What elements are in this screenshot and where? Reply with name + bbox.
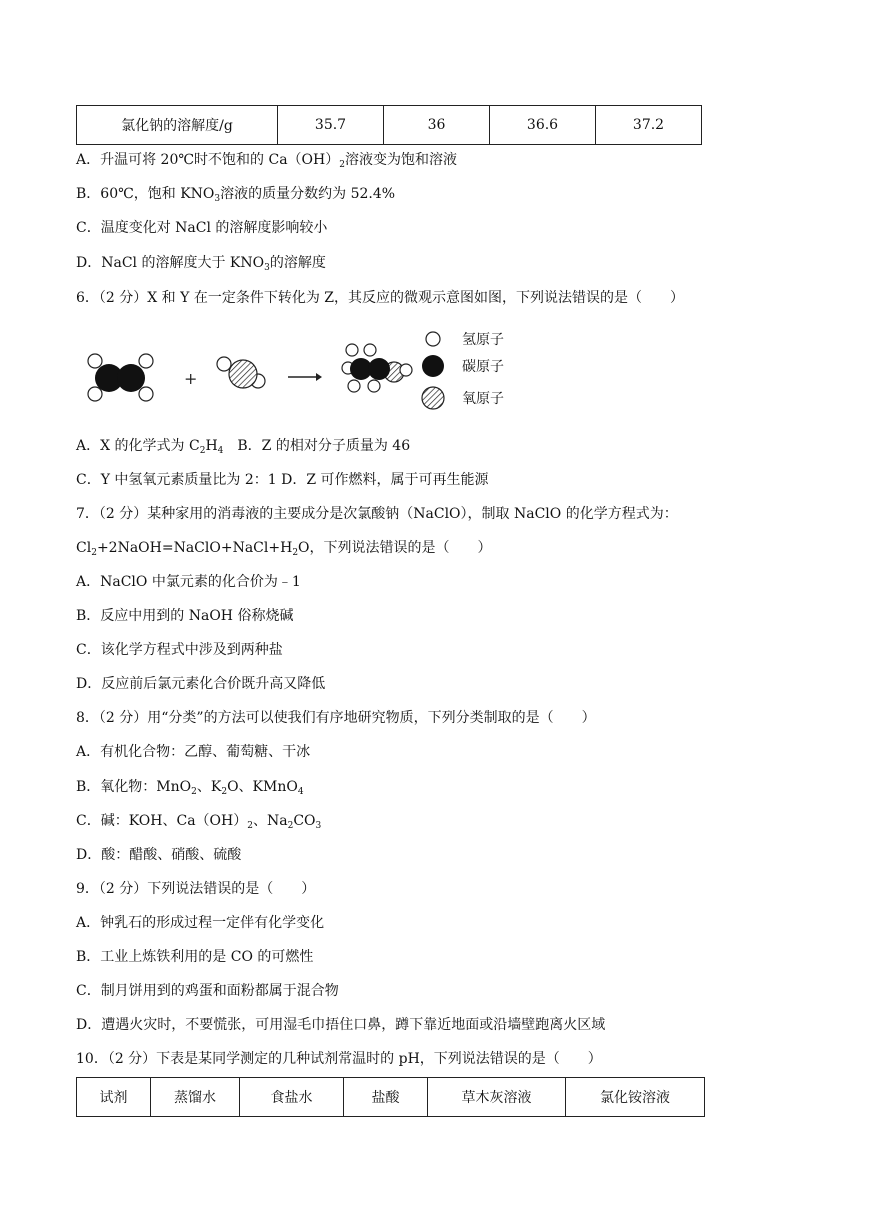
legend-carbon: 碳原子 (462, 359, 504, 375)
q8-option-c: C．碱：KOH、$Ca(OH)_2$、$Na_2CO_3$ (76, 813, 322, 831)
q6-option-ab: A．X 的化学式为 $C_2H_4$ B．Z 的相对分子质量为 46 (76, 438, 411, 456)
ph-table (76, 1077, 705, 1117)
table-header: 氯化铵溶液 (566, 1078, 705, 1117)
q10-stem: 10．（2 分）下表是某同学测定的几种试剂常温时的 pH，下列说法错误的是（ ） (76, 1051, 602, 1067)
q5-option-d: D．NaCl 的溶解度大于 $KNO_3$的溶解度 (76, 255, 326, 273)
q6-option-cd: C．Y 中氢氧元素质量比为 2：1 D．Z 可作燃料，属于可再生能源 (76, 472, 489, 488)
q6-stem: 6．（2 分）X 和 Y 在一定条件下转化为 Z，其反应的微观示意图如图，下列说法错误的是（ ） (76, 290, 684, 306)
q8-option-a: A．有机化合物：乙醇、葡萄糖、干冰 (76, 744, 311, 760)
oxygen-atom-icon (422, 387, 444, 409)
plus-sign: + (184, 369, 198, 388)
molecule-x (88, 354, 153, 401)
table-header: 盐酸 (344, 1078, 428, 1117)
solubility-table (76, 105, 702, 145)
table-header: 草木灰溶液 (428, 1078, 566, 1117)
legend-oxygen: 氧原子 (462, 391, 504, 407)
q7-option-d: D．反应前后氯元素化合价既升高又降低 (76, 676, 326, 692)
table-header: 食盐水 (240, 1078, 344, 1117)
q7-option-c: C．该化学方程式中涉及到两种盐 (76, 642, 283, 658)
table-row (77, 1078, 705, 1117)
molecule-z (342, 344, 412, 392)
q5-option-b: B．60℃，饱和 $KNO_3$溶液的质量分数约为 52.4% (76, 186, 396, 204)
q8-option-b: B．氧化物：MnO$_2$、$K_2O$、KMnO$_4$ (76, 779, 304, 797)
hydrogen-atom-icon (426, 332, 440, 346)
q7-option-a: A．NaClO 中氯元素的化合价为﹣1 (76, 574, 301, 590)
q5-option-a: A．升温可将 20℃时不饱和的 $Ca(OH)_2$溶液变为饱和溶液 (76, 152, 457, 170)
legend-hydrogen: 氢原子 (462, 332, 504, 348)
carbon-atom-icon (422, 355, 444, 377)
legend (422, 332, 504, 409)
q8-stem: 8．（2 分）用“分类”的方法可以使我们有序地研究物质，下列分类制取的是（ ） (76, 710, 596, 726)
q9-option-c: C．制月饼用到的鸡蛋和面粉都属于混合物 (76, 983, 339, 999)
q5-option-c: C．温度变化对 NaCl 的溶解度影响较小 (76, 220, 328, 236)
q7-stem-line1: 7．（2 分）某种家用的消毒液的主要成分是次氯酸钠（NaClO），制取 NaClO 的化学方程式为： (76, 506, 678, 522)
reaction-arrow (288, 373, 322, 381)
molecule-y (217, 357, 265, 388)
q7-option-b: B．反应中用到的 NaOH 俗称烧碱 (76, 608, 294, 624)
reaction-diagram (76, 322, 536, 416)
table-cell-label: 氯化钠的溶解度/g (77, 106, 278, 145)
table-cell: 35.7 (278, 106, 384, 145)
table-cell: 36.6 (490, 106, 596, 145)
table-cell: 36 (384, 106, 490, 145)
table-header: 蒸馏水 (151, 1078, 240, 1117)
table-row (77, 106, 702, 145)
q9-stem: 9．（2 分）下列说法错误的是（ ） (76, 881, 316, 897)
table-header: 试剂 (77, 1078, 151, 1117)
q9-option-b: B．工业上炼铁利用的是 CO 的可燃性 (76, 949, 314, 965)
q8-option-d: D．酸：醋酸、硝酸、硫酸 (76, 847, 242, 863)
q9-option-a: A．钟乳石的形成过程一定伴有化学变化 (76, 915, 325, 931)
q9-option-d: D．遭遇火灾时，不要慌张，可用湿毛巾捂住口鼻，蹲下靠近地面或沿墙壁跑离火区域 (76, 1017, 606, 1033)
q7-stem-line2: $Cl_2+2NaOH=NaClO+NaCl+H_2O$，下列说法错误的是（ ） (76, 540, 492, 558)
table-cell: 37.2 (596, 106, 702, 145)
